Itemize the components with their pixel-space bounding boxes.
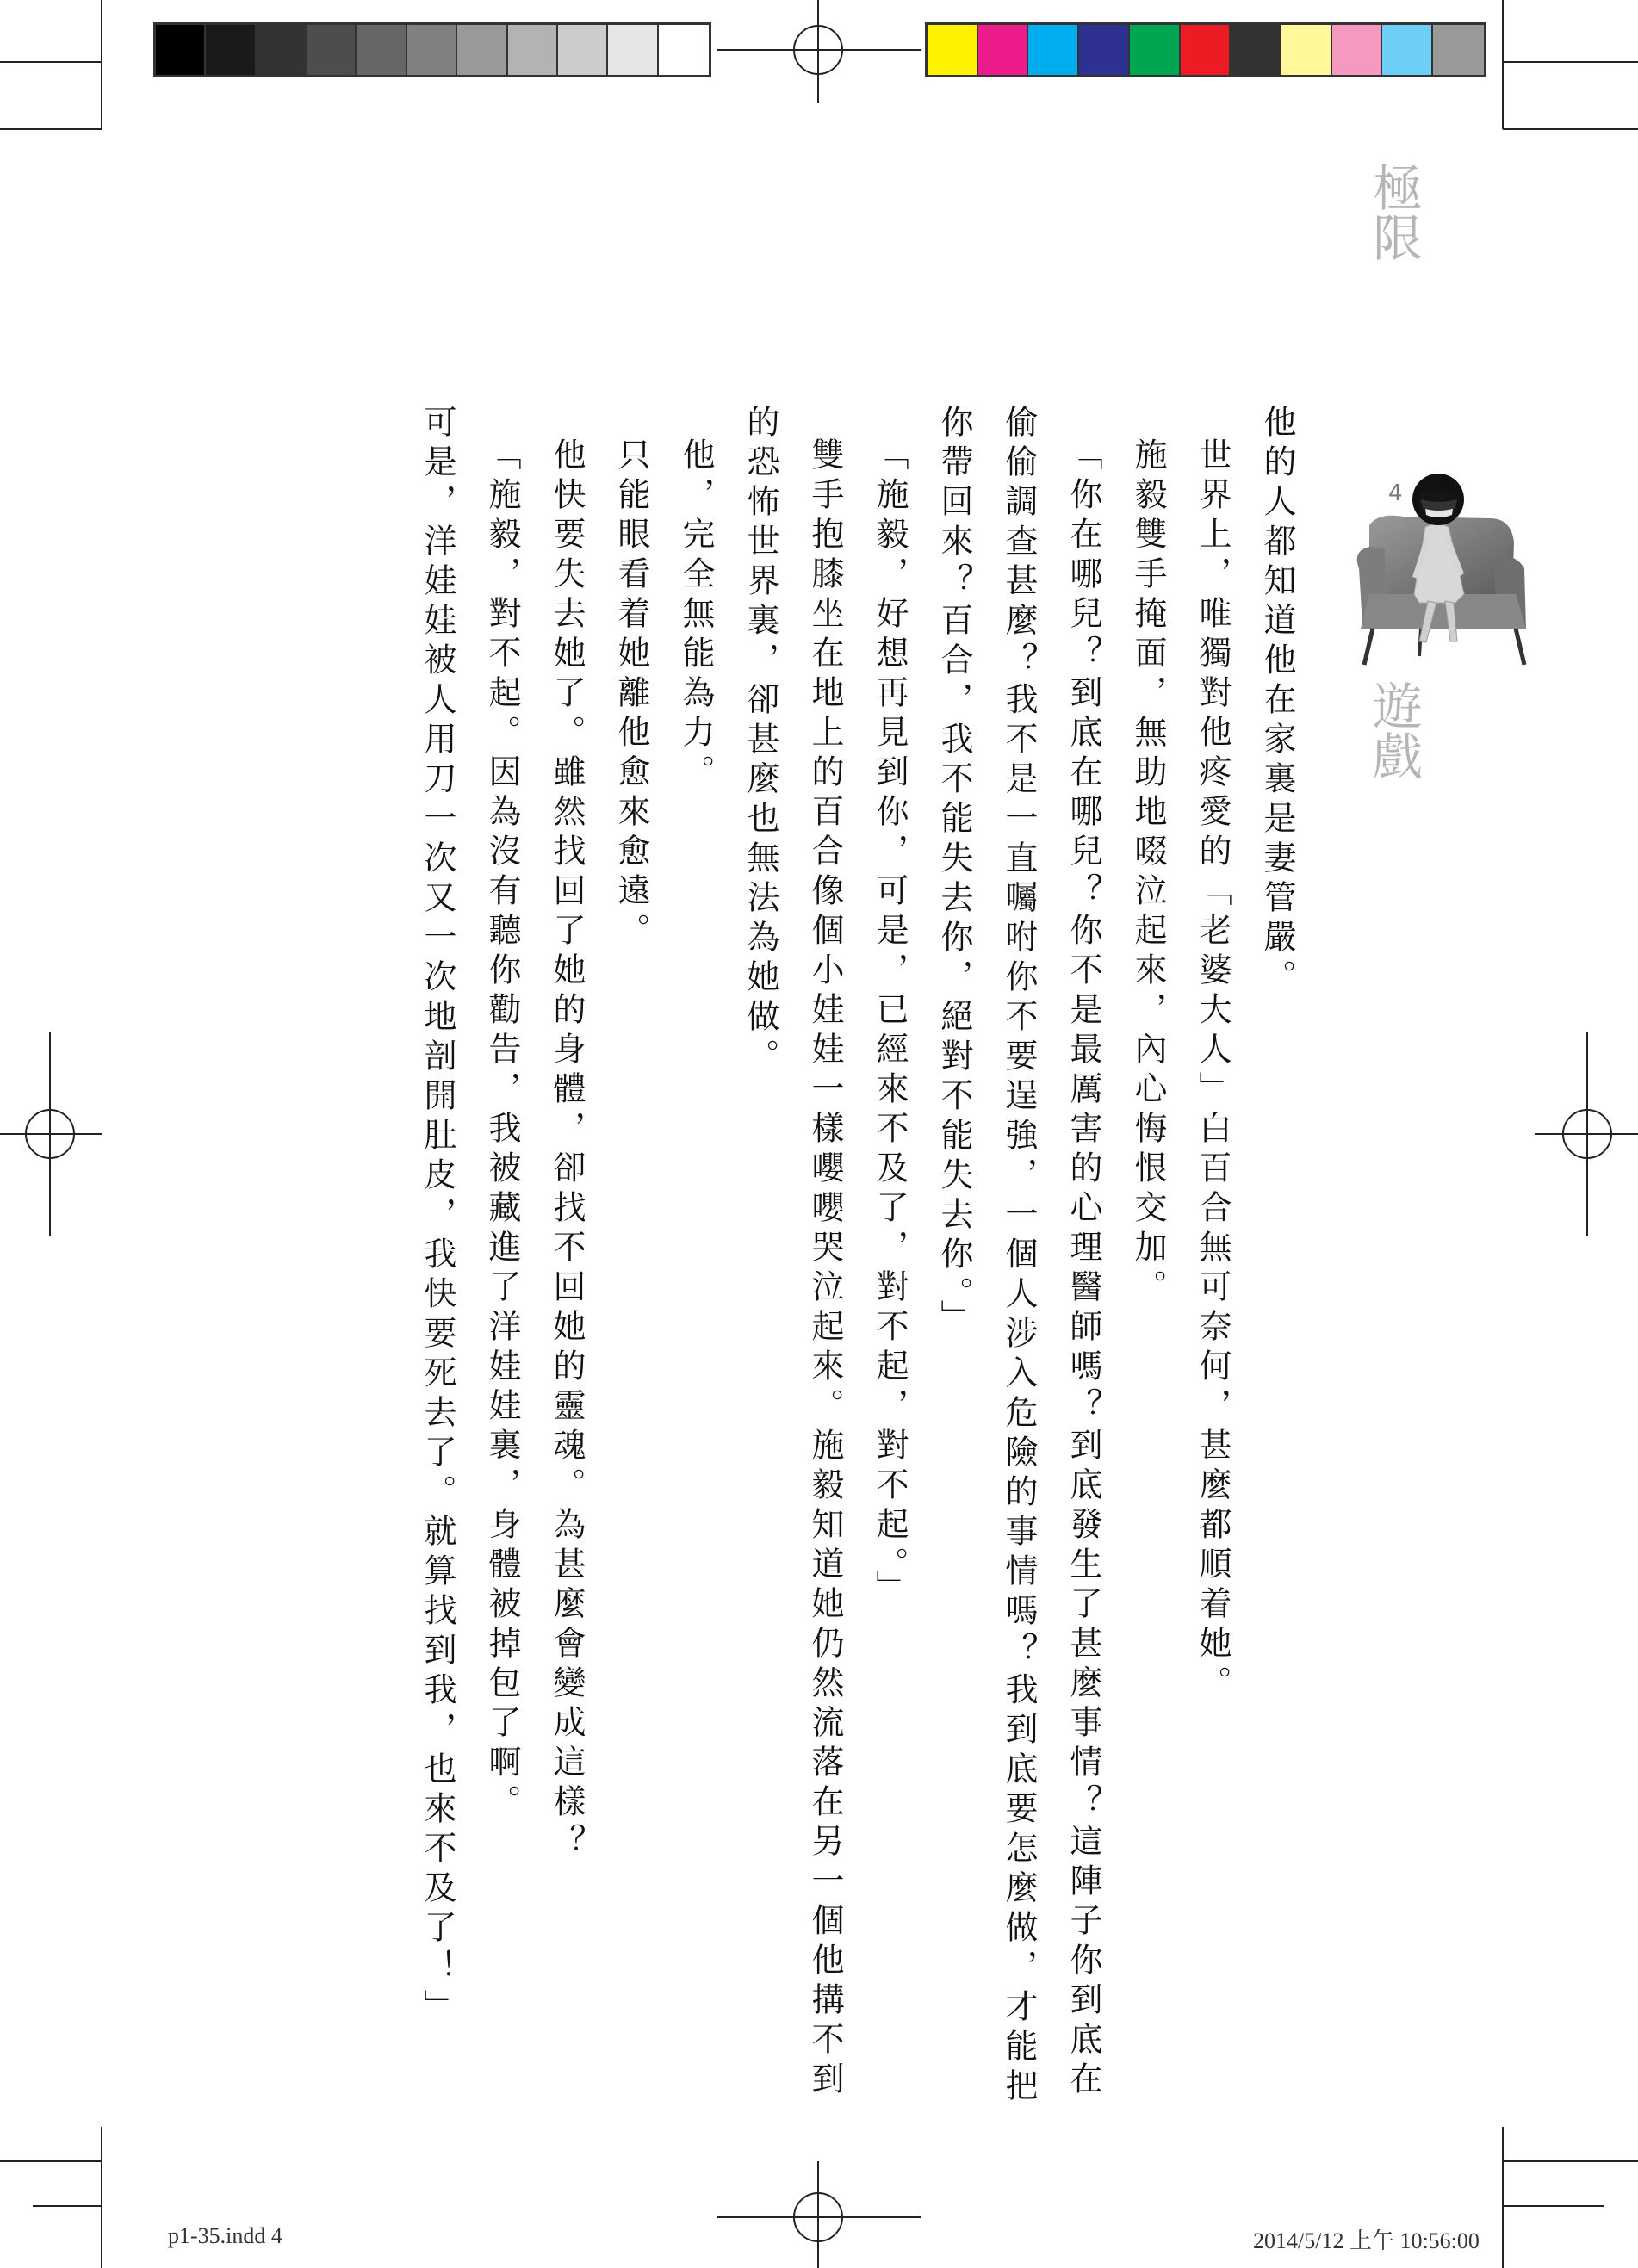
- gray-swatch: [659, 25, 709, 75]
- color-swatch: [1382, 25, 1433, 75]
- gray-swatch: [357, 25, 406, 75]
- color-swatch: [928, 25, 978, 75]
- color-swatch: [1281, 25, 1332, 75]
- paragraph: 世界上，唯獨對他疼愛的「老婆大人」白百合無可奈何，甚麼都順着她。: [1194, 437, 1232, 1705]
- body-text: [327, 405, 1309, 2110]
- gray-swatch: [407, 25, 457, 75]
- paragraph: 雙手抱膝坐在地上的百合像個小娃娃一樣嚶嚶哭泣起來。施毅知道她仍然流落在另一個他搆不到的恐怖世界裏，卻甚麼也無法為她做。: [741, 405, 844, 2101]
- series-title-char: 戲: [1372, 728, 1423, 786]
- paragraph: 他的人都知道他在家裏是妻管嚴。: [1258, 405, 1296, 999]
- color-swatch: [1433, 25, 1484, 75]
- color-swatch: [1231, 25, 1281, 75]
- paragraph: 他，完全無能為力。: [677, 437, 715, 794]
- series-title-char: 極: [1372, 159, 1423, 218]
- paragraph: 施毅雙手掩面，無助地啜泣起來，內心悔恨交加。: [1129, 437, 1167, 1309]
- color-bar: [925, 22, 1486, 77]
- paragraph: 「施毅，好想再見到你，可是，已經來不及了，對不起，對不起。」: [871, 437, 909, 1609]
- series-title-char: 限: [1372, 209, 1423, 268]
- series-title-char: 遊: [1372, 678, 1423, 736]
- girl-on-armchair-illustration: [1343, 465, 1550, 680]
- color-swatch: [978, 25, 1029, 75]
- grayscale-bar: [153, 22, 711, 77]
- color-swatch: [1028, 25, 1079, 75]
- color-swatch: [1079, 25, 1130, 75]
- page-number: 4: [1388, 480, 1403, 506]
- gray-swatch: [206, 25, 256, 75]
- paragraph: 他快要失去她了。雖然找回了她的身體，卻找不回她的靈魂。為甚麼會變成這樣？: [548, 437, 586, 1863]
- paragraph: 只能眼看着她離他愈來愈遠。: [612, 437, 650, 952]
- gray-swatch: [508, 25, 558, 75]
- gray-swatch: [307, 25, 357, 75]
- paragraph: 「施毅，對不起。因為沒有聽你勸告，我被藏進了洋娃娃裏，身體被掉包了啊。: [483, 437, 521, 1824]
- color-swatch: [1130, 25, 1181, 75]
- color-swatch: [1181, 25, 1232, 75]
- gray-swatch: [558, 25, 608, 75]
- slug-filename: p1-35.indd 4: [168, 2223, 282, 2248]
- gray-swatch: [608, 25, 658, 75]
- paragraph: 「你在哪兒？到底在哪兒？你不是最厲害的心理醫師嗎？到底發生了甚麼事情？這陣子你到底在偷偷調查甚麼？我不是一直囑咐你不要逞強，一個人涉入危險的事情嗎？我到底要怎麼做，才能把你帶回來？百合，我不能失去你，絕對不能失去你。」: [935, 405, 1102, 2108]
- slug-timestamp: 2014/5/12 上午 10:56:00: [1253, 2228, 1480, 2253]
- color-swatch: [1332, 25, 1383, 75]
- gray-swatch: [156, 25, 206, 75]
- gray-swatch: [257, 25, 307, 75]
- gray-swatch: [457, 25, 507, 75]
- paragraph: 可是，洋娃娃被人用刀一次又一次地剖開肚皮，我快要死去了。就算找到我，也來不及了！」: [419, 405, 456, 2029]
